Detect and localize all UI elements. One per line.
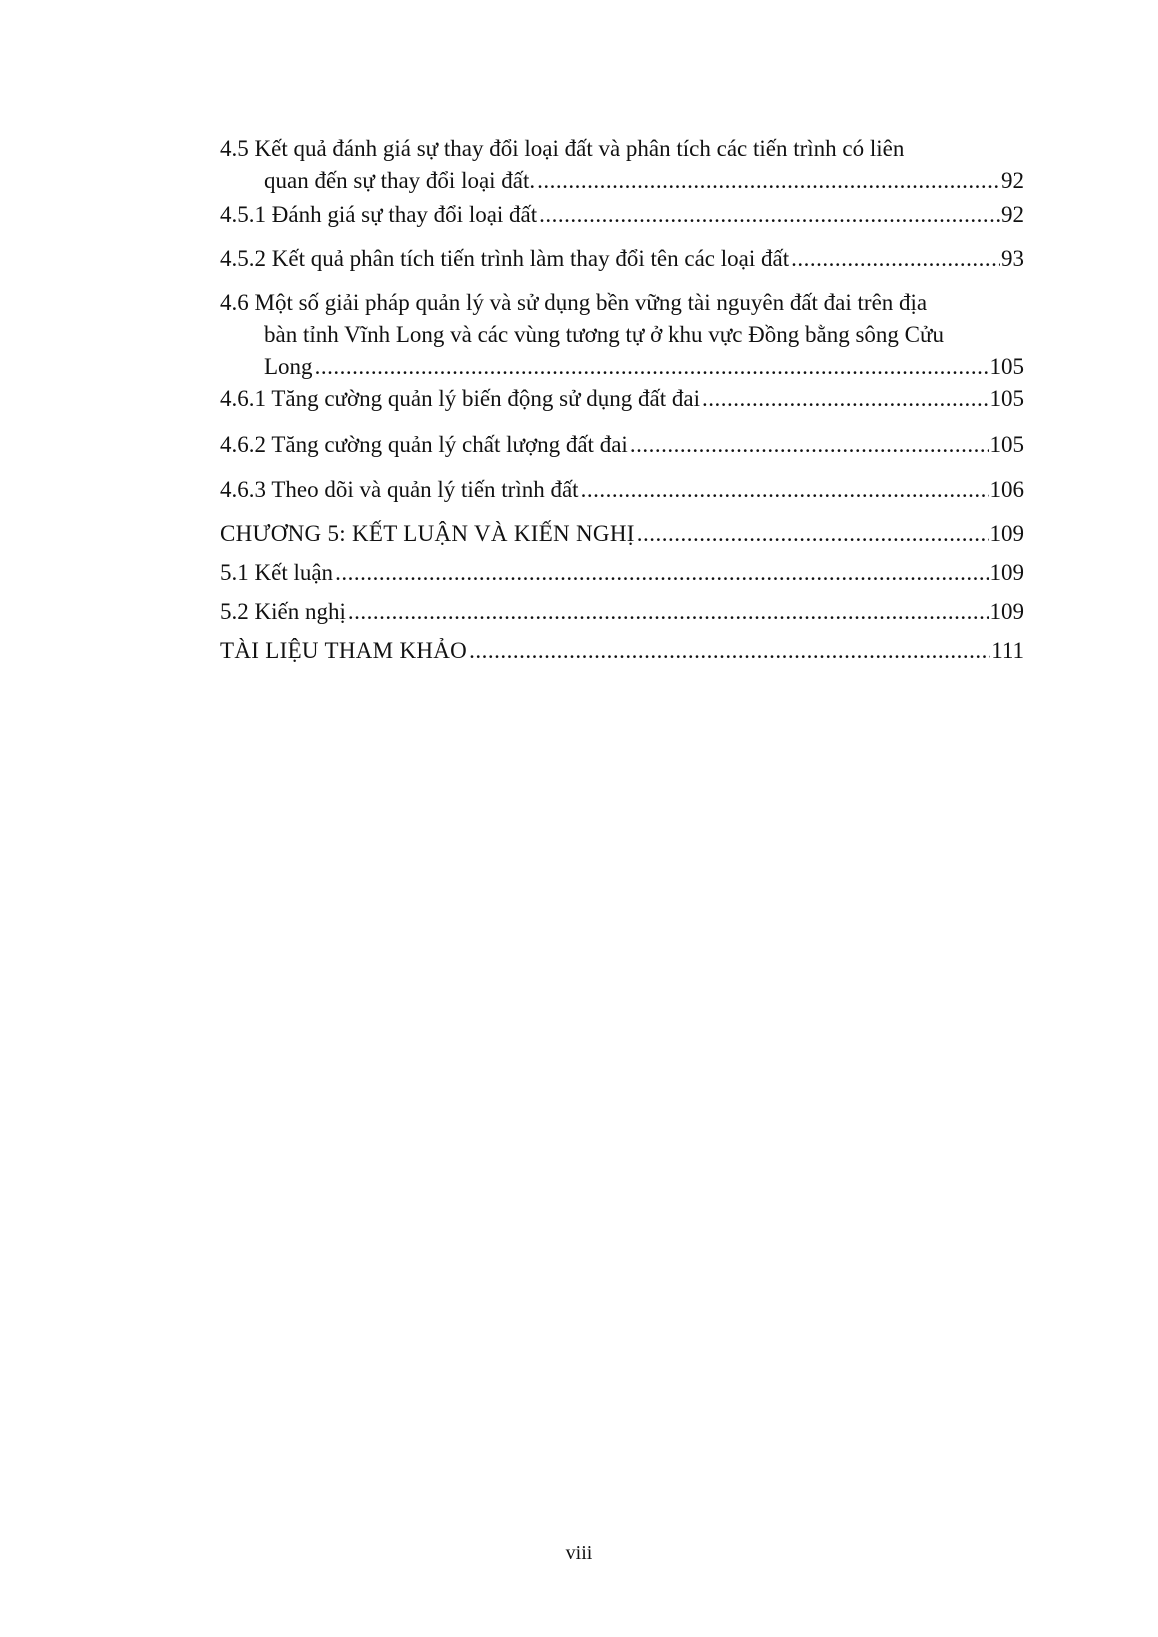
dot-leader	[630, 429, 989, 461]
toc-entry-4-6[interactable]	[220, 287, 1024, 383]
toc-entry-4-6-1-page: 105	[989, 386, 1024, 411]
toc-entry-4-6-3[interactable]	[220, 474, 1024, 506]
dot-leader	[702, 383, 989, 415]
toc-entry-4-6-2[interactable]	[220, 429, 1024, 461]
toc-entry-5-1-page: 109	[989, 560, 1024, 585]
toc-entry-4-6-line-2	[220, 319, 1024, 351]
dot-leader	[637, 518, 989, 550]
toc-entry-4-5-line-2	[220, 165, 1024, 197]
dot-leader	[537, 165, 1000, 197]
toc-entry-4-6-2-page: 105	[989, 432, 1024, 457]
toc-entry-4-6-3-page: 106	[989, 477, 1024, 502]
toc-entry-chapter-5-title: CHƯƠNG 5: KẾT LUẬN VÀ KIẾN NGHỊ	[220, 521, 635, 546]
dot-leader	[335, 557, 988, 589]
toc-entry-4-5-2[interactable]	[220, 243, 1024, 275]
toc-entry-5-1-title: 5.1 Kết luận	[220, 560, 334, 585]
toc-entry-references-page: 111	[991, 638, 1024, 663]
toc-entry-4-6-line-1	[220, 287, 1024, 319]
toc-entry-4-6-title-part-2: bàn tỉnh Vĩnh Long và các vùng tương tự ở khu vực Đồng bằng sông Cửu	[264, 322, 944, 347]
toc-entry-5-1[interactable]	[220, 557, 1024, 589]
toc-entry-4-6-2-title: 4.6.2 Tăng cường quản lý chất lượng đất đai	[220, 432, 628, 457]
toc-entry-4-5-title-part-2: quan đến sự thay đổi loại đất.	[264, 168, 536, 193]
dot-leader	[581, 474, 989, 506]
toc-entry-4-5-2-page: 93	[1001, 246, 1024, 271]
toc-entry-4-6-line-3	[220, 351, 1024, 383]
toc-entry-4-5-line-1	[220, 133, 1024, 165]
toc-entry-4-5-title-part-1: 4.5 Kết quả đánh giá sự thay đổi loại đất và phân tích các tiến trình có liên	[220, 136, 905, 161]
toc-entry-4-5-1-title: 4.5.1 Đánh giá sự thay đổi loại đất	[220, 202, 538, 227]
toc-entry-references[interactable]	[220, 635, 1024, 667]
toc-entry-5-2-page: 109	[989, 599, 1024, 624]
dot-leader	[348, 596, 989, 628]
toc-entry-chapter-5-page: 109	[989, 521, 1024, 546]
toc-entry-4-6-title-part-3: Long	[264, 354, 313, 379]
dot-leader	[539, 199, 1000, 231]
toc-entry-4-5-page: 92	[1001, 168, 1024, 193]
toc-entry-5-2[interactable]	[220, 596, 1024, 628]
toc-entry-4-6-1[interactable]	[220, 383, 1024, 415]
dot-leader	[315, 351, 989, 383]
page-number: viii	[565, 1542, 593, 1564]
toc-entry-4-6-1-title: 4.6.1 Tăng cường quản lý biến động sử dụng đất đai	[220, 386, 700, 411]
toc-entry-4-5-1-page: 92	[1001, 202, 1024, 227]
dot-leader	[469, 635, 990, 667]
toc-entry-4-6-page: 105	[989, 354, 1024, 379]
toc-entry-4-6-title-part-1: 4.6 Một số giải pháp quản lý và sử dụng bền vững tài nguyên đất đai trên địa	[220, 290, 928, 315]
toc-entry-4-6-3-title: 4.6.3 Theo dõi và quản lý tiến trình đất	[220, 477, 579, 502]
toc-entry-references-title: TÀI LIỆU THAM KHẢO	[220, 638, 468, 663]
dot-leader	[791, 243, 1000, 275]
toc-entry-4-5-2-title: 4.5.2 Kết quả phân tích tiến trình làm thay đổi tên các loại đất	[220, 246, 790, 271]
toc-entry-5-2-title: 5.2 Kiến nghị	[220, 599, 346, 624]
toc-entry-4-5-1[interactable]	[220, 199, 1024, 231]
toc-entry-chapter-5[interactable]	[220, 518, 1024, 550]
toc-entry-4-5[interactable]	[220, 133, 1024, 197]
